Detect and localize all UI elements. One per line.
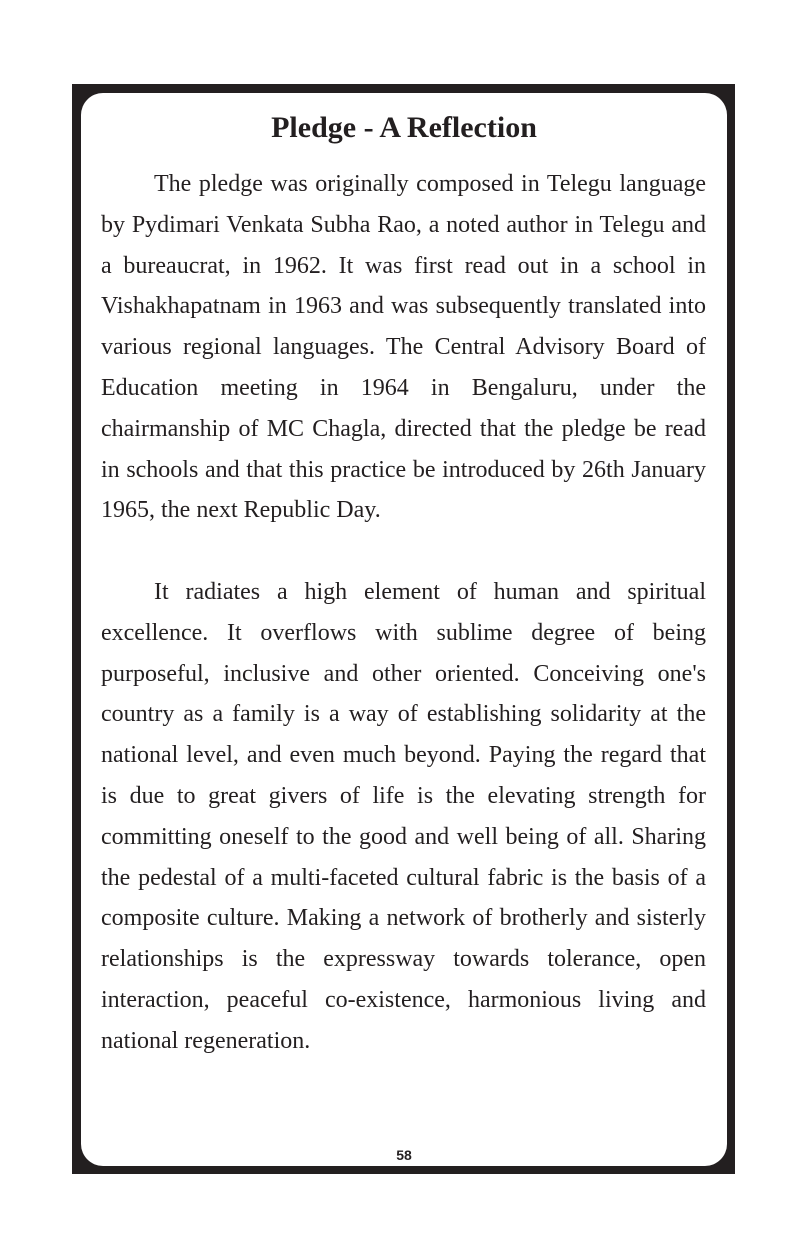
page-title: Pledge - A Reflection xyxy=(271,111,537,144)
paragraph-history: The pledge was originally composed in Telegu language by Pydimari Venkata Subha Rao, a noted author in Telegu and a bureaucrat, in 1962. It was first read out in a school in Vishakhapatnam in 1963 and was subsequently translated into various regional languages. The Central Advisory Board of Education meeting in 1964 in Bengaluru, under the chairmanship of MC Chagla, directed that the pledge be read in schools and that this practice be introduced by 26th January 1965, the next Republic Day. xyxy=(101,171,706,524)
page-number: 58 xyxy=(396,1147,412,1163)
paragraph-reflection: It radiates a high element of human and spiritual excellence. It overflows with sublime degree of being purposeful, inclusive and other oriented. Conceiving one's country as a family is a way of establishing solidarity at the national level, and even much beyond. Paying the regard that is due to great givers of life is the elevating strength for committing oneself to the good and well being of all. Sharing the pedestal of a multi-faceted cultural fabric is the basis of a composite culture. Making a network of brotherly and sisterly relationships is the expressway towards tolerance, open interaction, peaceful co-existence, harmonious living and national regeneration. xyxy=(101,579,706,1054)
